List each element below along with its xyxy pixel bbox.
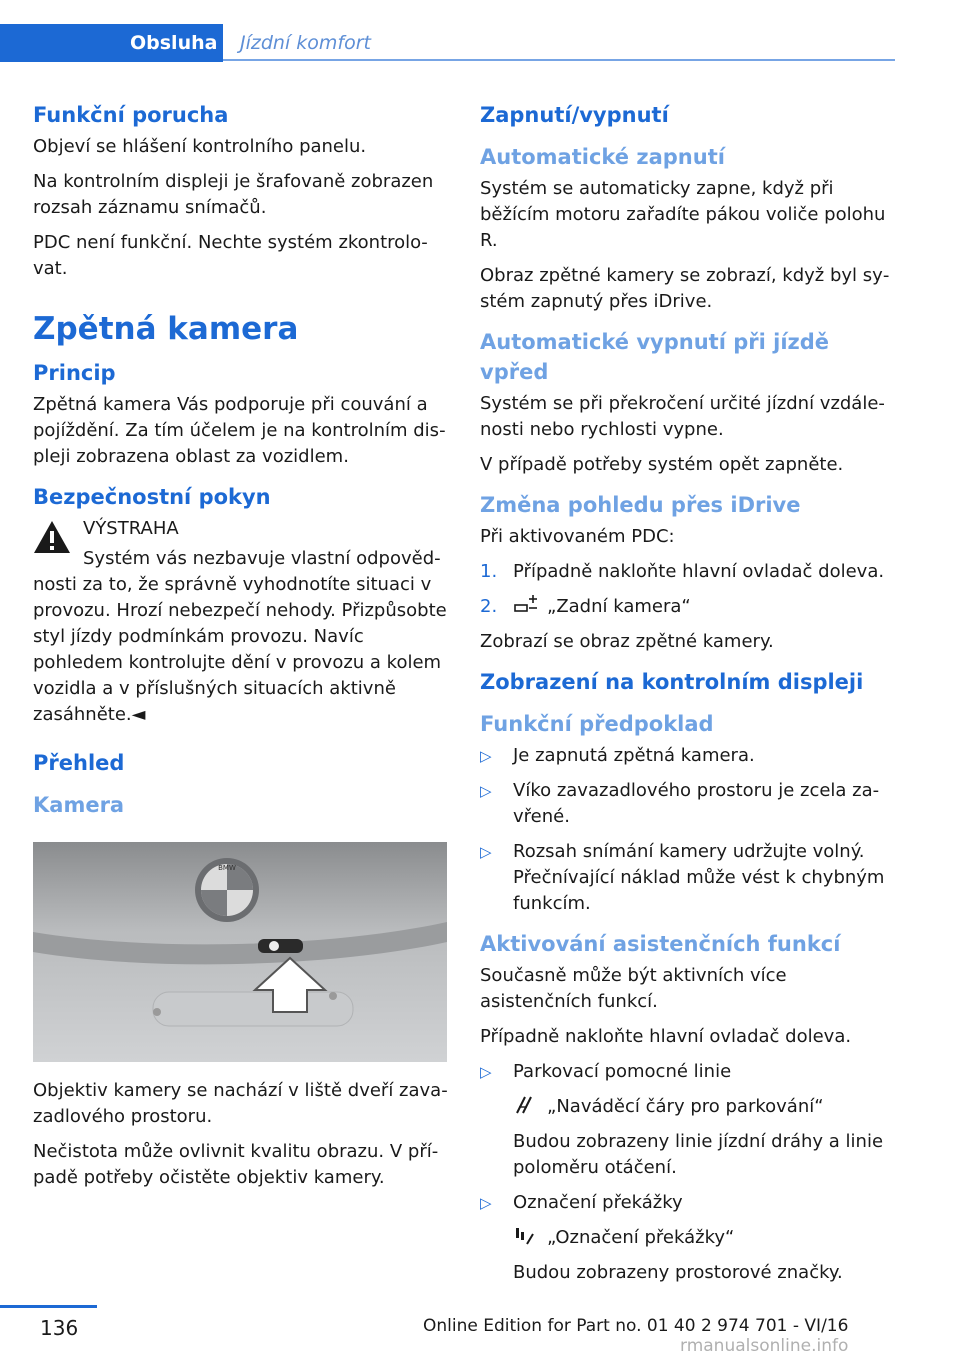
obstacle-marking-icon <box>513 1226 539 1246</box>
header-divider <box>223 59 895 61</box>
warning-block <box>33 516 449 728</box>
bullet-icon: ▷ <box>480 747 492 765</box>
bullet-icon: ▷ <box>480 1063 492 1081</box>
camera-location-photo <box>33 842 447 1062</box>
heading-auto-off: Automatické vypnutí při jízdě vpřed <box>480 330 830 384</box>
section-tab-inactive: Jízdní komfort <box>240 32 371 54</box>
assist-title: Označení překážky <box>513 1192 683 1213</box>
requirement-text: Rozsah snímání kamery udržujte volný. Přečnívající náklad může vést k chybným funkcím. <box>513 841 885 914</box>
assist-icon-label: „Označení překážky“ <box>547 1227 735 1248</box>
warning-title: VÝSTRAHA <box>83 518 179 539</box>
photo-logo-text: BMW <box>218 864 236 872</box>
step-number: 2. <box>480 596 498 617</box>
principle-text: Zpětná kamera Vás podporuje při couvání a pojíždění. Za tím účelem je na kontrolním displeji zobrazena oblast za vozidlem. <box>33 394 446 467</box>
warning-triangle-icon <box>33 520 71 554</box>
assist-item <box>480 1190 900 1216</box>
requirement-item <box>480 743 900 769</box>
requirement-item <box>480 839 900 917</box>
camera-text-1: Objektiv kamery se nachází v liště dveří zavazadlového prostoru. <box>33 1080 448 1127</box>
bullet-icon: ▷ <box>480 843 492 861</box>
heading-change-view: Změna pohledu přes iDrive <box>480 493 801 517</box>
heading-display: Zobrazení na kontrolním displeji <box>480 670 864 694</box>
camera-text-2: Nečistota může ovlivnit kvalitu obrazu. V případě potřeby očistěte objektiv kamery. <box>33 1141 439 1188</box>
view-after-text: Zobrazí se obraz zpětné kamery. <box>480 631 774 652</box>
heading-requirement: Funkční předpoklad <box>480 712 714 736</box>
auto-off-text-1: Systém se při překročení určité jízdní vzdálenosti nebo rychlosti vypne. <box>480 393 885 440</box>
fault-text-3: PDC není funkční. Nechte systém zkontrolovat. <box>33 232 428 279</box>
right-column <box>480 100 900 1295</box>
auto-off-text-2: V případě potřeby systém opět zapněte. <box>480 454 844 475</box>
watermark-text: rmanualsonline.info <box>680 1336 849 1356</box>
assist-icon-line <box>513 1094 900 1120</box>
assist-title: Parkovací pomocné linie <box>513 1061 732 1082</box>
warning-lead: Systém vás nezbavuje vlastní odpověd- <box>83 548 441 569</box>
step-number: 1. <box>480 561 498 582</box>
warning-text: nosti za to, že správně vyhodnotíte situaci v provozu. Hrozí nebezpečí nehody. Přizpůsobte styl jízdy podmínkám provozu. Navíc pohledem kontrolujte dění v provozu a kolem vozidla a v příslušných situacích aktivně zasáhněte.◄ <box>33 574 447 725</box>
page-number: 136 <box>40 1316 79 1340</box>
rear-camera-icon <box>513 595 539 615</box>
heading-rear-camera: Zpětná kamera <box>33 311 299 347</box>
requirement-item <box>480 778 900 830</box>
assist-text-2: Případně nakloňte hlavní ovladač doleva. <box>480 1026 852 1047</box>
heading-fault: Funkční porucha <box>33 103 229 127</box>
heading-safety: Bezpečnostní pokyn <box>33 485 271 509</box>
requirement-text: Je zapnutá zpětná kamera. <box>513 745 755 766</box>
auto-on-text-1: Systém se automaticky zapne, když při běžícím motoru zařadíte pákou voliče polohu R. <box>480 178 886 251</box>
page-header <box>0 24 895 62</box>
bullet-icon: ▷ <box>480 1194 492 1212</box>
heading-onoff: Zapnutí/vypnutí <box>480 103 669 127</box>
assist-item <box>480 1059 900 1085</box>
step-text: Případně nakloňte hlavní ovladač doleva. <box>513 561 885 582</box>
assist-icon-line <box>513 1225 900 1251</box>
assist-desc: Budou zobrazeny linie jízdní dráhy a linie poloměru otáčení. <box>513 1131 884 1178</box>
heading-camera: Kamera <box>33 793 125 817</box>
section-tab-active: Obsluha <box>0 24 223 62</box>
left-column <box>33 100 449 1200</box>
edition-text: Online Edition for Part no. 01 40 2 974 701 - VI/16 <box>423 1316 849 1336</box>
heading-overview: Přehled <box>33 751 125 775</box>
auto-on-text-2: Obraz zpětné kamery se zobrazí, když byl systém zapnutý přes iDrive. <box>480 265 890 312</box>
assist-desc: Budou zobrazeny prostorové značky. <box>513 1262 843 1283</box>
assist-text-1: Současně může být aktivních více asistenčních funkcí. <box>480 965 787 1012</box>
heading-principle: Princip <box>33 361 116 385</box>
step-item <box>480 594 900 620</box>
fault-text-2: Na kontrolním displeji je šrafovaně zobrazen rozsah záznamu snímačů. <box>33 171 434 218</box>
bullet-icon: ▷ <box>480 782 492 800</box>
step-item <box>480 559 900 585</box>
view-text: Při aktivovaném PDC: <box>480 526 675 547</box>
assist-icon-label: „Naváděcí čáry pro parkování“ <box>547 1096 824 1117</box>
parking-lines-icon <box>513 1095 539 1115</box>
fault-text-1: Objeví se hlášení kontrolního panelu. <box>33 136 367 157</box>
heading-assist: Aktivování asistenčních funkcí <box>480 932 841 956</box>
heading-auto-on: Automatické zapnutí <box>480 145 725 169</box>
footer-divider <box>0 1305 97 1308</box>
step-text: „Zadní kamera“ <box>547 596 691 617</box>
requirement-text: Víko zavazadlového prostoru je zcela zavřené. <box>513 780 880 827</box>
